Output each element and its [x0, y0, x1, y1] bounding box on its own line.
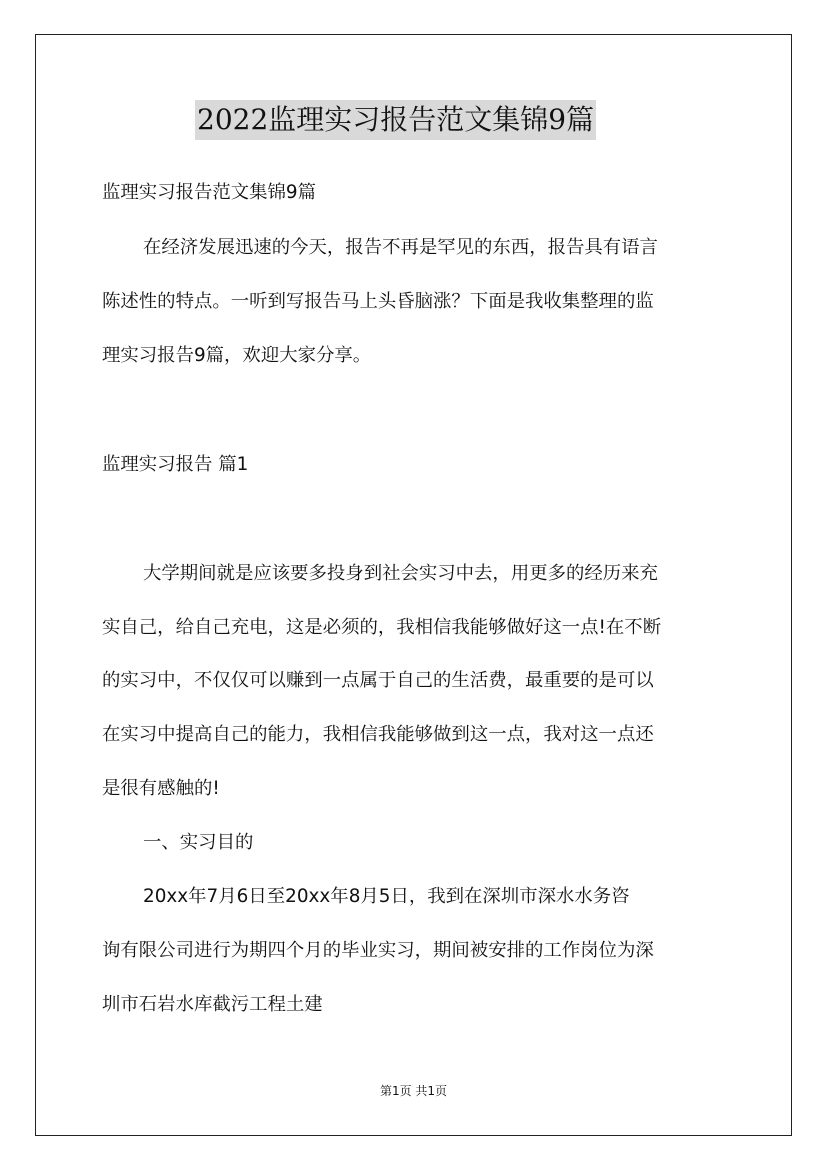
document-title: 2022监理实习报告范文集锦9篇	[195, 100, 596, 140]
paragraph-line: 在实习中提高自己的能力，我相信我能够做到这一点，我对这一点还	[102, 724, 654, 745]
paragraph-line: 20xx年7月6日至20xx年8月5日，我到在深圳市深水水务咨	[143, 886, 630, 907]
subheading: 一、实习目的	[143, 832, 254, 853]
paragraph-line: 询有限公司进行为期四个月的毕业实习，期间被安排的工作岗位为深	[102, 940, 654, 961]
section-heading: 监理实习报告 篇1	[102, 454, 249, 475]
intro-line: 在经济发展迅速的今天，报告不再是罕见的东西，报告具有语言	[143, 237, 658, 258]
paragraph-line: 是很有感触的!	[102, 778, 220, 799]
paragraph-line: 的实习中，不仅仅可以赚到一点属于自己的生活费，最重要的是可以	[102, 670, 654, 691]
document-subtitle: 监理实习报告范文集锦9篇	[102, 182, 316, 203]
page-footer: 第1页 共1页	[379, 1084, 448, 1098]
paragraph-line: 实自己，给自己充电，这是必须的，我相信我能够做好这一点!在不断	[102, 617, 662, 638]
paragraph-line: 圳市石岩水库截污工程土建	[102, 994, 323, 1015]
paragraph-line: 大学期间就是应该要多投身到社会实习中去，用更多的经历来充	[143, 563, 658, 584]
intro-line: 陈述性的特点。一听到写报告马上头昏脑涨？下面是我收集整理的监	[102, 291, 654, 312]
intro-line: 理实习报告9篇，欢迎大家分享。	[102, 345, 372, 366]
